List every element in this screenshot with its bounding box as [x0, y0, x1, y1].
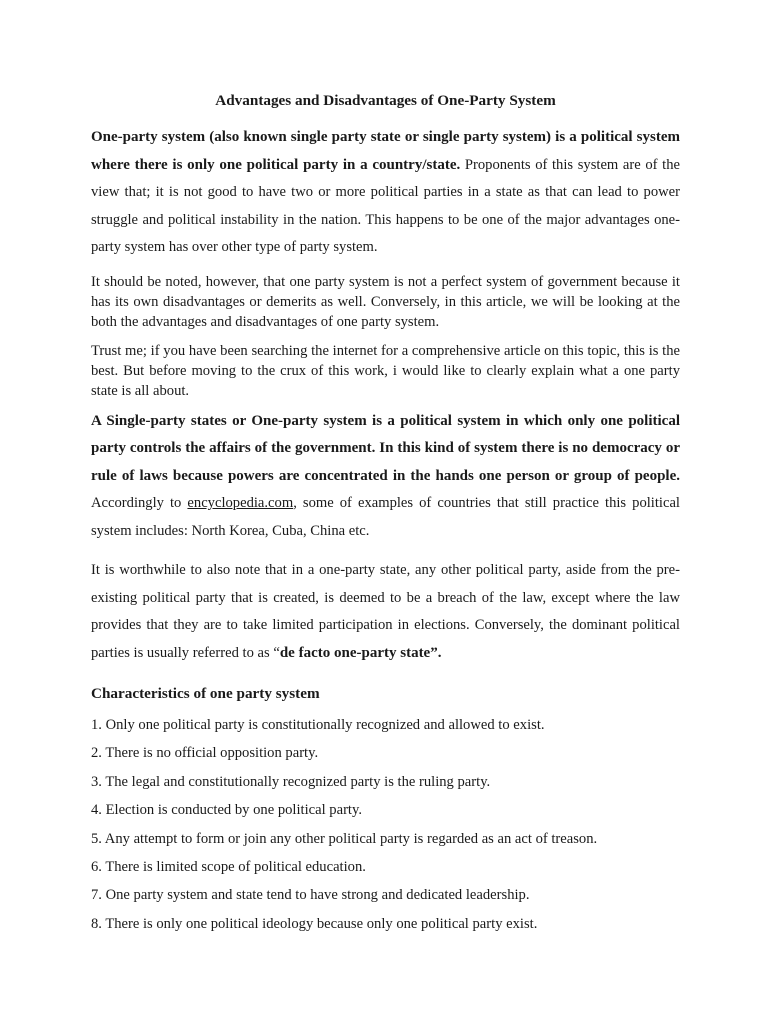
document-title: Advantages and Disadvantages of One-Party System: [215, 92, 556, 109]
paragraph-5: [91, 557, 680, 667]
paragraph-5-text: It is worthwhile to also note that in a one-party state, any other political party, aside from the pre-existing political party that is created, is deemed to be a breach of the law, except where the law provides that they are to take limited participation in elections. Conversely, the dominant political parties is usually referred to as “: [91, 562, 680, 661]
intro-rest-text: Proponents of this system are of the view that; it is not good to have two or more political parties in a state as that can lead to power struggle and political instability in the nation. This happens to be one of the major advantages one-party system has over other type of party system.: [91, 156, 681, 255]
list-item: 1. Only one political party is constitutionally recognized and allowed to exist.: [91, 717, 545, 733]
definition-post-link-text: , some of examples of countries that still practice this political system includes: North Korea, Cuba, China etc.: [91, 495, 680, 539]
list-item: 2. There is no official opposition party.: [91, 745, 319, 762]
list-item: 4. Election is conducted by one political party.: [91, 802, 362, 819]
definition-bold-text: A Single-party states or One-party system is a political system in which only one political party controls the affairs of the government. In this kind of system there is no democracy or rule of laws because powers are concentrated in the hands one person or group of people.: [91, 412, 680, 484]
intro-bold-text: One-party system (also known single party state or single party system) is a political system where there is only one political party in a country/state.: [91, 129, 680, 173]
list-item: 6. There is limited scope of political education.: [91, 859, 366, 876]
list-item: 7. One party system and state tend to have strong and dedicated leadership.: [91, 887, 530, 904]
list-item: 8. There is only one political ideology because only one political party exist.: [91, 915, 538, 932]
definition-pre-link-text: Accordingly to: [91, 495, 188, 511]
characteristics-heading: Characteristics of one party system: [91, 685, 320, 702]
definition-paragraph: [91, 408, 680, 546]
list-item: 3. The legal and constitutionally recognized party is the ruling party.: [91, 773, 491, 790]
list-item: 5. Any attempt to form or join any other political party is regarded as an act of treason.: [91, 830, 598, 847]
paragraph-5-bold-text: de facto one-party state”.: [279, 644, 442, 661]
intro-paragraph: [91, 124, 680, 262]
paragraph-2: It should be noted, however, that one party system is not a perfect system of government because it has its own disadvantages or demerits as well. Conversely, in this article, we will be looking at the both the advantages and disadvantages of one party system.: [91, 273, 680, 330]
characteristics-list: [91, 711, 680, 938]
paragraph-3: Trust me; if you have been searching the internet for a comprehensive article on this topic, this is the best. But before moving to the crux of this work, i would like to clearly explain what a one party state is all about.: [91, 342, 680, 399]
encyclopedia-link[interactable]: encyclopedia.com: [187, 495, 294, 511]
